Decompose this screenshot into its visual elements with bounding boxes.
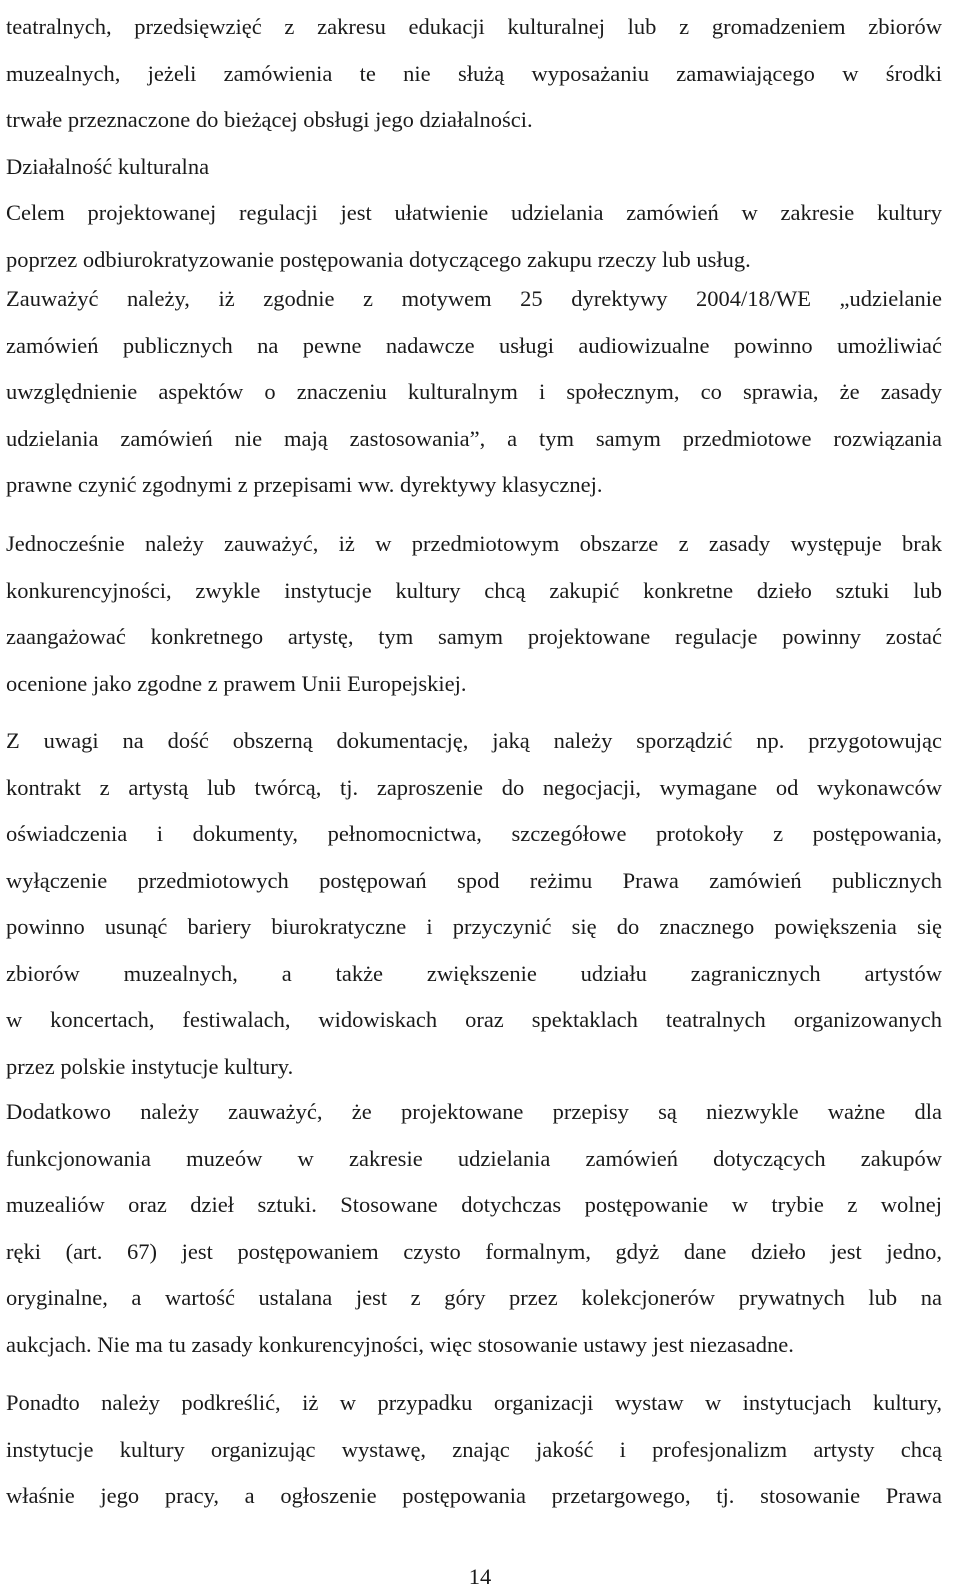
text-line: oryginalne, a wartość ustalana jest z góry przez kolekcjonerów prywatnych lub na — [6, 1285, 942, 1310]
paragraph — [6, 1089, 942, 1368]
text-line: oświadczenia i dokumenty, pełnomocnictwa, szczegółowe protokoły z postępowania, — [6, 821, 942, 846]
text-line: zaangażować konkretnego artystę, tym samym projektowane regulacje powinny zostać — [6, 624, 942, 649]
paragraph — [6, 521, 942, 707]
paragraph — [6, 1380, 942, 1520]
text-line: teatralnych, przedsięwzięć z zakresu edukacji kulturalnej lub z gromadzeniem zbiorów — [6, 14, 942, 39]
text-line: przez polskie instytucje kultury. — [6, 1053, 294, 1079]
document-page — [6, 0, 942, 1593]
text-line: Ponadto należy podkreślić, iż w przypadku organizacji wystaw w instytucjach kultury, — [6, 1390, 942, 1415]
page-number: 14 — [468, 1564, 492, 1589]
text-line: udzielania zamówień nie mają zastosowania”, a tym samym przedmiotowe rozwiązania — [6, 425, 942, 451]
text-line: poprzez odbiurokratyzowanie postępowania dotyczącego zakupu rzeczy lub usług. — [6, 246, 751, 272]
paragraph — [6, 718, 942, 1090]
text-line: ocenione jako zgodne z prawem Unii Europejskiej. — [6, 670, 467, 696]
text-line: ręki (art. 67) jest postępowaniem czysto formalnym, gdyż dane dzieło jest jedno, — [6, 1238, 942, 1264]
text-line: Z uwagi na dość obszerną dokumentację, jaką należy sporządzić np. przygotowując — [6, 728, 942, 753]
text-line: wyłączenie przedmiotowych postępowań spod reżimu Prawa zamówień publicznych — [6, 867, 942, 893]
text-line: w koncertach, festiwalach, widowiskach oraz spektaklach teatralnych organizowanych — [6, 1007, 942, 1032]
text-line: uwzględnienie aspektów o znaczeniu kulturalnym i społecznym, co sprawia, że zasady — [6, 379, 942, 404]
text-line: aukcjach. Nie ma tu zasady konkurencyjności, więc stosowanie ustawy jest niezasadne. — [6, 1331, 794, 1357]
text-line: Zauważyć należy, iż zgodnie z motywem 25 dyrektywy 2004/18/WE „udzielanie — [6, 286, 942, 311]
text-line: muzealiów oraz dzieł sztuki. Stosowane dotychczas postępowanie w trybie z wolnej — [6, 1192, 942, 1217]
text-line: Jednocześnie należy zauważyć, iż w przedmiotowym obszarze z zasady występuje brak — [6, 531, 942, 556]
text-line: zbiorów muzealnych, a także zwiększenie udziału zagranicznych artystów — [6, 960, 942, 986]
text-line: powinno usunąć bariery biurokratyczne i przyczynić się do znacznego powiększenia się — [6, 914, 942, 939]
paragraph — [6, 276, 942, 509]
text-line: konkurencyjności, zwykle instytucje kultury chcą zakupić konkretne dzieło sztuki lub — [6, 577, 942, 603]
text-line: muzealnych, jeżeli zamówienia te nie służą wyposażaniu zamawiającego w środki — [6, 60, 942, 86]
text-line: kontrakt z artystą lub twórcą, tj. zaproszenie do negocjacji, wymagane od wykonawców — [6, 774, 942, 800]
text-line: prawne czynić zgodnymi z przepisami ww. dyrektywy klasycznej. — [6, 472, 603, 497]
text-line: właśnie jego pracy, a ogłoszenie postępowania przetargowego, tj. stosowanie Prawa — [6, 1483, 942, 1508]
text-line: Działalność kulturalna — [6, 153, 210, 179]
text-line: instytucje kultury organizując wystawę, znając jakość i profesjonalizm artysty chcą — [6, 1436, 942, 1462]
text-line: Celem projektowanej regulacji jest ułatwienie udzielania zamówień w zakresie kultury — [6, 200, 942, 225]
text-line: Dodatkowo należy zauważyć, że projektowane przepisy są niezwykle ważne dla — [6, 1099, 942, 1124]
text-line: funkcjonowania muzeów w zakresie udzielania zamówień dotyczących zakupów — [6, 1145, 942, 1171]
text-line: trwałe przeznaczone do bieżącej obsługi jego działalności. — [6, 107, 533, 132]
text-line: zamówień publicznych na pewne nadawcze usługi audiowizualne powinno umożliwiać — [6, 332, 942, 358]
paragraph — [6, 4, 942, 283]
